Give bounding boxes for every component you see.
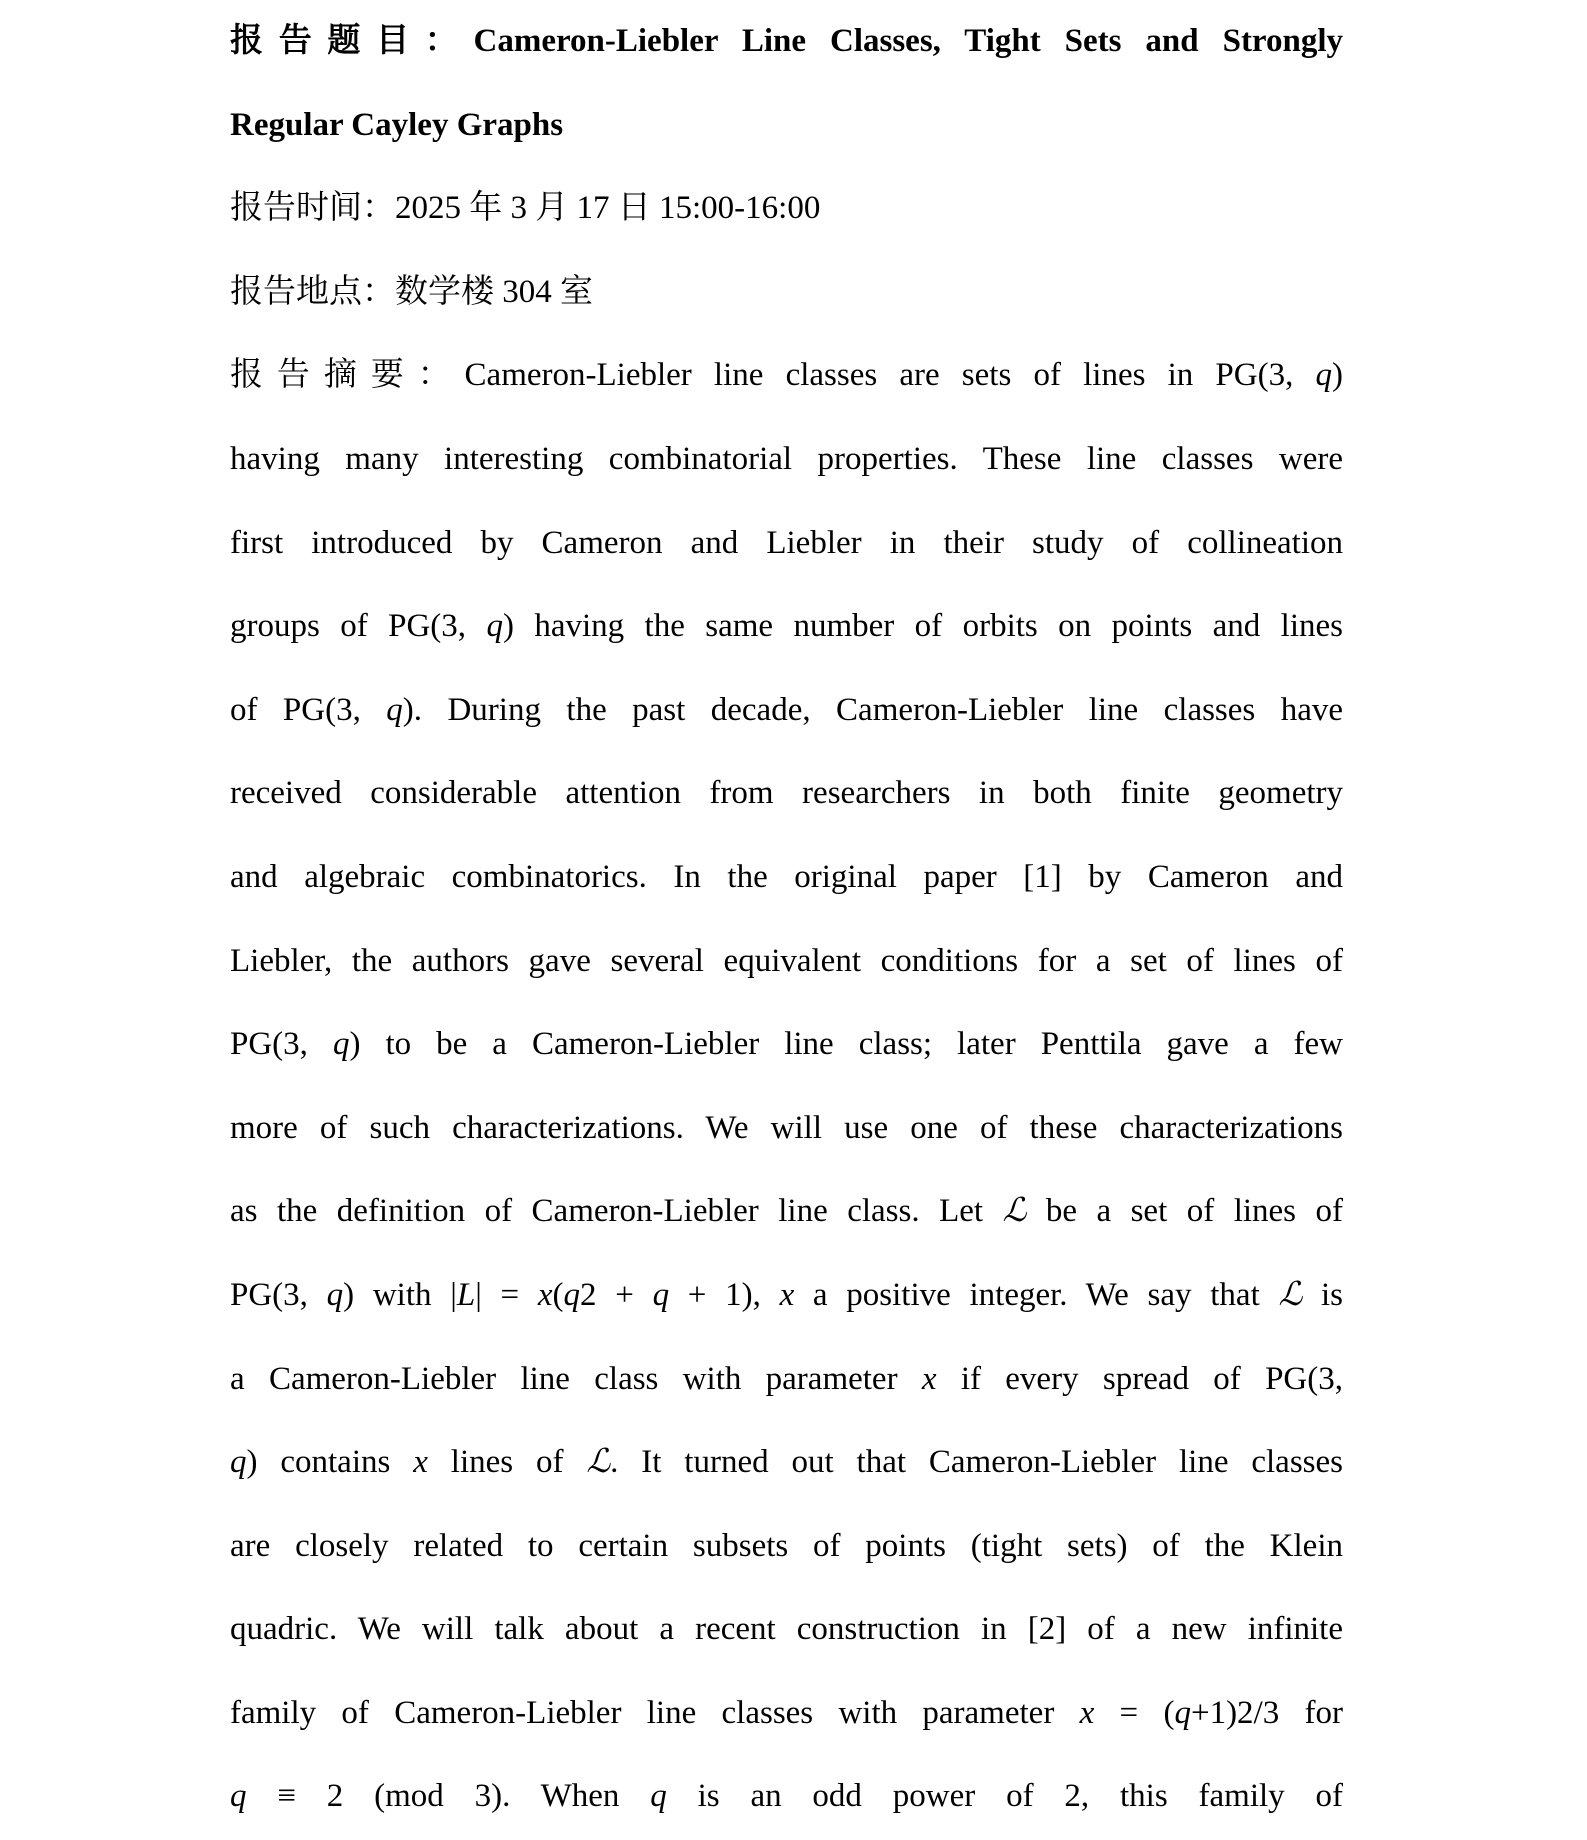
- title-line: [230, 84, 1343, 168]
- text-segment: + 1),: [669, 1276, 780, 1313]
- abstract-line: [230, 669, 1343, 753]
- text-segment: = (: [1094, 1694, 1175, 1731]
- time-line: [230, 167, 1343, 251]
- math-variable: q: [230, 1778, 247, 1815]
- math-variable: q: [1315, 357, 1333, 394]
- abstract-line: [230, 1338, 1343, 1422]
- text-segment: lines of: [427, 1444, 587, 1481]
- abstract-line: [230, 418, 1343, 502]
- text-segment: groups of PG(3,: [230, 608, 487, 645]
- abstract-line: [230, 334, 1343, 418]
- document-body: [230, 0, 1343, 1839]
- text-segment: +1)2/3 for: [1190, 1694, 1343, 1731]
- text-segment: family of Cameron-Liebler line classes with parameter: [230, 1694, 1080, 1731]
- title-line: [230, 0, 1343, 84]
- math-variable: x: [537, 1276, 553, 1313]
- abstract-line: [230, 920, 1343, 1004]
- text-segment: and algebraic combinatorics. In the original paper [1] by Cameron and: [230, 858, 1343, 895]
- math-variable: ℒ: [586, 1444, 611, 1481]
- text-segment: of PG(3,: [230, 691, 387, 728]
- abstract-line: [230, 1672, 1343, 1756]
- text-segment: more of such characterizations. We will use one of these characterizations: [230, 1109, 1343, 1146]
- abstract-line: [230, 1421, 1343, 1505]
- text-segment: ) having the same number of orbits on points and lines: [502, 608, 1343, 645]
- math-variable: x: [779, 1276, 795, 1313]
- text-segment: if every spread of PG(3,: [936, 1360, 1343, 1397]
- math-variable: q: [230, 1444, 247, 1481]
- text-segment: quadric. We will talk about a recent construction in [2] of a new infinite: [230, 1611, 1343, 1648]
- math-variable: q: [652, 1276, 670, 1313]
- abstract-line: [230, 1170, 1343, 1254]
- text-segment: PG(3,: [230, 1276, 327, 1313]
- abstract-line: [230, 836, 1343, 920]
- text-segment: 报告地点：数学楼 304 室: [230, 273, 593, 310]
- location-line: [230, 251, 1343, 335]
- math-variable: ℒ: [1002, 1193, 1027, 1230]
- math-variable: q: [332, 1026, 350, 1063]
- text-segment: Cameron-Liebler line classes are sets of lines in PG(3,: [464, 357, 1316, 394]
- text-segment: . It turned out that Cameron-Liebler line classes: [610, 1444, 1343, 1481]
- text-segment: Cameron-Liebler Line Classes, Tight Sets and Strongly: [473, 23, 1344, 59]
- text-segment: Regular Cayley Graphs: [230, 106, 564, 143]
- text-segment: ) with |: [343, 1276, 457, 1313]
- text-segment: are closely related to certain subsets of points (tight sets) of the Klein: [230, 1527, 1343, 1564]
- text-segment: 2 +: [580, 1276, 653, 1313]
- abstract-line: [230, 502, 1343, 586]
- text-segment: (: [552, 1276, 564, 1313]
- text-segment: ) contains: [246, 1444, 414, 1481]
- text-segment: having many interesting combinatorial properties. These line classes were: [230, 440, 1343, 477]
- math-variable: x: [921, 1360, 937, 1397]
- math-variable: ℒ: [1278, 1276, 1303, 1313]
- text-segment: ) to be a Cameron-Liebler line class; later Penttila gave a few: [349, 1026, 1343, 1063]
- text-segment: ). During the past decade, Cameron-Liebler line classes have: [402, 691, 1343, 728]
- text-segment: ): [1332, 357, 1344, 394]
- abstract-line: [230, 1254, 1343, 1338]
- abstract-line: [230, 1087, 1343, 1171]
- text-segment: first introduced by Cameron and Liebler in their study of collineation: [230, 524, 1343, 561]
- math-variable: q: [650, 1778, 667, 1815]
- text-segment: as the definition of Cameron-Liebler line class. Let: [230, 1193, 1003, 1230]
- math-variable: x: [1079, 1694, 1095, 1731]
- math-variable: L: [456, 1276, 476, 1313]
- text-segment: Liebler, the authors gave several equivalent conditions for a set of lines of: [230, 942, 1343, 979]
- text-segment: a Cameron-Liebler line class with parameter: [230, 1360, 922, 1397]
- math-variable: q: [563, 1276, 581, 1313]
- text-segment: PG(3,: [230, 1026, 333, 1063]
- text-segment: 报告题目：: [230, 23, 474, 59]
- abstract-line: [230, 1588, 1343, 1672]
- math-variable: q: [1174, 1694, 1191, 1731]
- text-segment: ≡ 2 (mod 3). When: [246, 1778, 651, 1815]
- math-variable: q: [386, 691, 403, 728]
- text-segment: a positive integer. We say that: [794, 1276, 1279, 1313]
- math-variable: q: [486, 608, 503, 645]
- math-variable: x: [413, 1444, 428, 1481]
- text-segment: be a set of lines of: [1026, 1193, 1343, 1230]
- text-segment: received considerable attention from researchers in both finite geometry: [230, 775, 1343, 812]
- text-segment: is an odd power of 2, this family of: [666, 1778, 1343, 1815]
- text-segment: 报告摘要：: [230, 357, 465, 394]
- abstract-line: [230, 1505, 1343, 1589]
- math-variable: q: [326, 1276, 344, 1313]
- abstract-line: [230, 585, 1343, 669]
- abstract-line: [230, 1003, 1343, 1087]
- abstract-line: [230, 752, 1343, 836]
- text-segment: 报告时间：2025 年 3 月 17 日 15:00-16:00: [230, 190, 821, 227]
- text-segment: | =: [475, 1276, 538, 1313]
- text-segment: is: [1302, 1276, 1343, 1313]
- abstract-line: [230, 1755, 1343, 1839]
